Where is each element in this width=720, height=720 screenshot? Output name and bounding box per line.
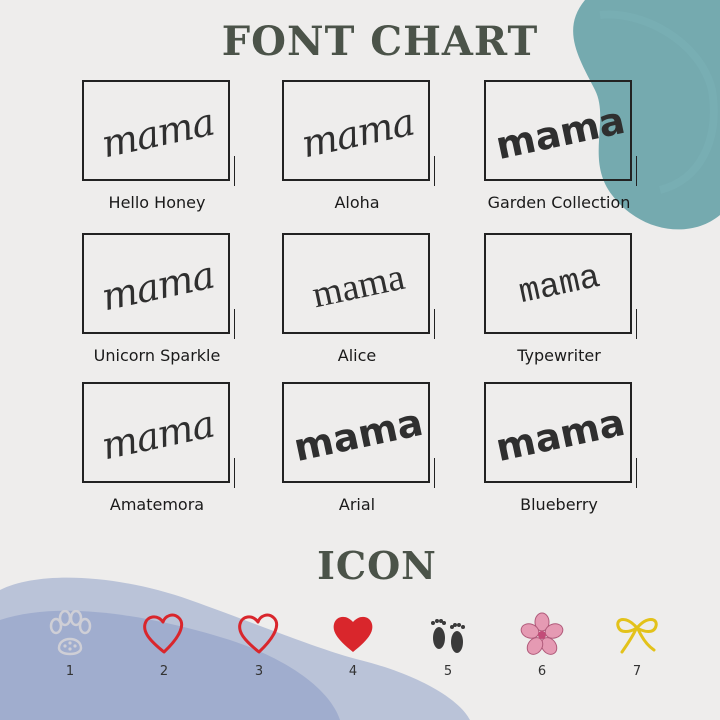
icon-option[interactable] [418,610,478,690]
font-name: Aloha [334,193,380,212]
font-chart-title: FONT CHART [221,18,539,65]
bow-icon [607,610,667,658]
font-sample [486,235,634,336]
font-option[interactable] [474,233,644,373]
icon-option[interactable] [512,610,572,690]
font-name: Amatemora [109,495,205,514]
font-sample-text: mama [491,97,629,168]
icon-number: 3 [254,664,264,679]
font-sample [84,82,232,183]
font-sample [84,384,232,485]
icon-number: 4 [348,664,358,679]
font-option[interactable] [72,233,242,373]
font-option[interactable] [272,233,442,373]
font-sample [486,384,634,485]
font-option[interactable] [474,382,644,522]
font-sample-frame [282,382,430,483]
font-name: Alice [337,346,377,365]
font-option[interactable] [272,382,442,522]
font-option[interactable] [272,80,442,220]
font-sample-frame [484,233,632,334]
font-sample-text: mama [516,258,604,313]
font-sample-frame [484,80,632,181]
font-sample-text: mama [97,99,219,166]
font-name: Garden Collection [487,193,631,212]
font-name: Hello Honey [108,193,206,212]
icon-number: 1 [65,664,75,679]
icon-option[interactable] [607,610,667,690]
baby-feet-icon [418,610,478,658]
font-option[interactable] [72,382,242,522]
font-name: Arial [338,495,376,514]
icon-option[interactable] [323,610,383,690]
font-sample-frame [82,233,230,334]
font-name: Typewriter [517,346,601,365]
font-sample [284,235,432,336]
font-sample-frame [484,382,632,483]
icon-number: 5 [443,664,453,679]
heart-outline-icon [134,610,194,658]
icon-section-title: ICON [317,543,437,588]
font-option[interactable] [72,80,242,220]
font-option[interactable] [474,80,644,220]
font-sample-frame [282,233,430,334]
font-sample-text: mama [308,255,408,316]
font-sample [284,384,432,485]
heart-outline-icon [229,610,289,658]
icon-option[interactable] [134,610,194,690]
font-sample-text: mama [97,252,219,319]
font-sample [486,82,634,183]
font-sample-text: mama [97,401,219,468]
font-name: Blueberry [520,495,598,514]
font-sample-frame [282,80,430,181]
heart-filled-icon [323,610,383,658]
icon-number: 6 [537,664,547,679]
font-sample [84,235,232,336]
icon-option[interactable] [229,610,289,690]
font-name: Unicorn Sparkle [93,346,221,365]
icon-option[interactable] [40,610,100,690]
font-sample-text: mama [289,399,427,470]
font-sample [284,82,432,183]
font-sample-frame [82,382,230,483]
font-sample-text: mama [491,399,629,470]
paw-icon [40,610,100,658]
icon-number: 7 [632,664,642,679]
font-sample-frame [82,80,230,181]
font-sample-text: mama [297,99,419,166]
flower-icon [512,610,572,658]
icon-number: 2 [159,664,169,679]
